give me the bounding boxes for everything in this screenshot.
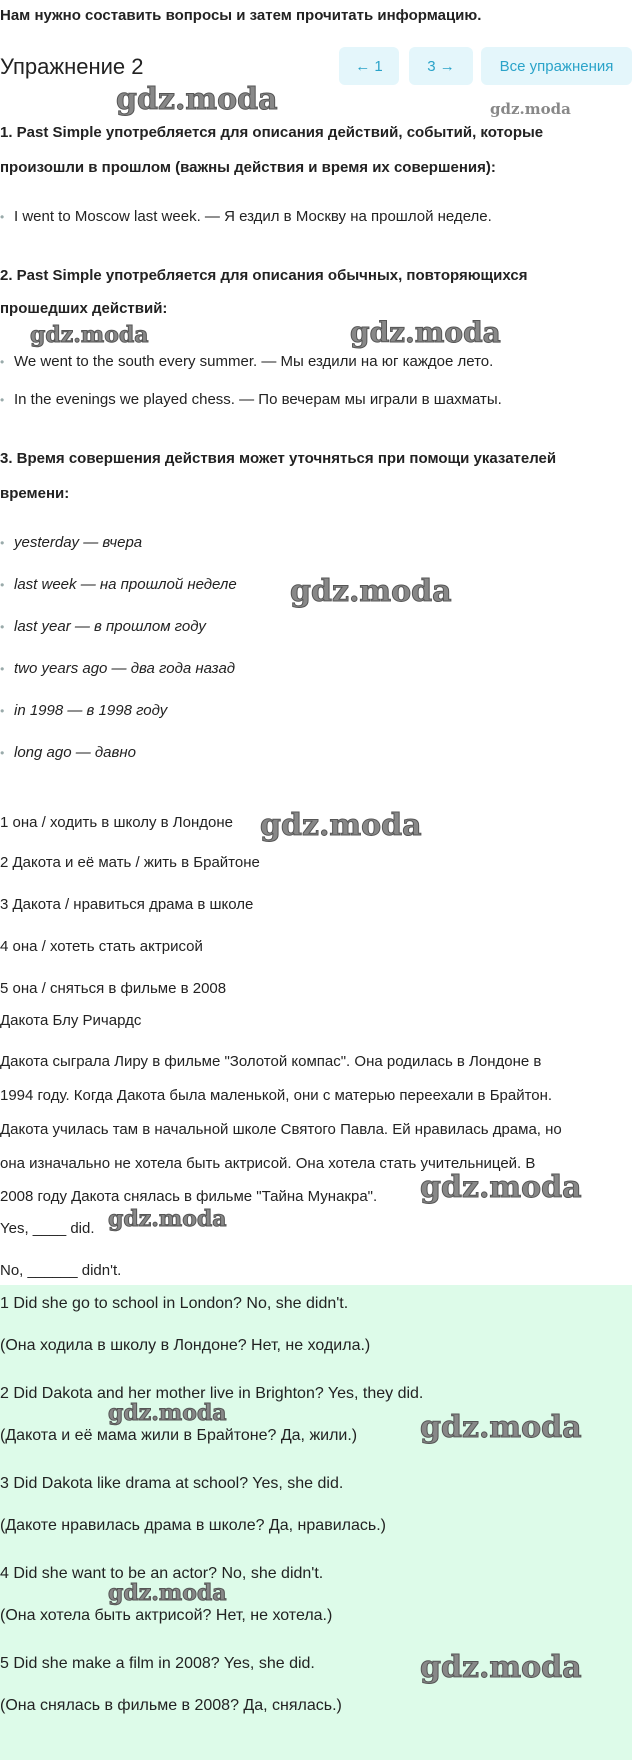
example-item: • I went to Moscow last week. — Я ездил в Москву на прошлой неделе.: [14, 207, 492, 227]
watermark: gdz.moda: [420, 1650, 582, 1685]
answer-translation: (Дакота и её мама жили в Брайтоне? Да, жили.): [0, 1427, 358, 1444]
prompt-item: 1 она / ходить в школу в Лондоне: [0, 814, 233, 831]
answer-line: 3 Did Dakota like drama at school? Yes, she did.: [0, 1475, 344, 1492]
next-exercise-button[interactable]: 3 →: [409, 47, 473, 85]
rule-3-line-2: времени:: [0, 485, 70, 502]
answer-line: 5 Did she make a film in 2008? Yes, she did.: [0, 1655, 315, 1672]
example-item: • long ago — давно: [14, 743, 136, 763]
story-line: Дакота училась там в начальной школе Святого Павла. Ей нравилась драма, но: [0, 1121, 562, 1138]
prev-exercise-button[interactable]: ← 1: [339, 47, 399, 85]
example-item: • last year — в прошлом году: [14, 617, 206, 637]
answer-line: 2 Did Dakota and her mother live in Brighton? Yes, they did.: [0, 1385, 424, 1402]
watermark: gdz.moda: [108, 1206, 227, 1232]
watermark: gdz.moda: [108, 1400, 227, 1426]
answer-translation: (Она хотела быть актрисой? Нет, не хотела.): [0, 1607, 333, 1624]
watermark: gdz.moda: [490, 100, 571, 118]
story-line: 1994 году. Когда Дакота была маленькой, они с матерью переехали в Брайтон.: [0, 1087, 553, 1104]
watermark: gdz.moda: [420, 1170, 582, 1205]
example-item: • yesterday — вчера: [14, 533, 142, 553]
intro-text: Нам нужно составить вопросы и затем прочитать информацию.: [0, 7, 482, 24]
answer-line: 1 Did she go to school in London? No, she didn't.: [0, 1295, 349, 1312]
story-line: Дакота сыграла Лиру в фильме "Золотой компас". Она родилась в Лондоне в: [0, 1053, 542, 1070]
answer-translation: (Она снялась в фильме в 2008? Да, снялась.): [0, 1697, 342, 1714]
prompt-item: 2 Дакота и её мать / жить в Брайтоне: [0, 854, 260, 871]
prompt-item: 4 она / хотеть стать актрисой: [0, 938, 203, 955]
example-item: • In the evenings we played chess. — По вечерам мы играли в шахматы.: [14, 390, 502, 410]
prompt-item: 3 Дакота / нравиться драма в школе: [0, 896, 254, 913]
all-exercises-button[interactable]: Все упражнения: [481, 47, 632, 85]
example-item: • We went to the south every summer. — Мы ездили на юг каждое лето.: [14, 352, 493, 372]
watermark: gdz.moda: [260, 808, 422, 843]
story-line: 2008 году Дакота снялась в фильме "Тайна Мунакра".: [0, 1188, 378, 1205]
answer-translation: (Дакоте нравилась драма в школе? Да, нравилась.): [0, 1517, 386, 1534]
answer-line: 4 Did she want to be an actor? No, she didn't.: [0, 1565, 324, 1582]
short-answer-no: No, ______ didn't.: [0, 1262, 122, 1279]
answer-translation: (Она ходила в школу в Лондоне? Нет, не ходила.): [0, 1337, 371, 1354]
watermark: gdz.moda: [350, 316, 501, 349]
rule-1-line-1: 1. Past Simple употребляется для описания действий, событий, которые: [0, 124, 544, 141]
example-item: • last week — на прошлой неделе: [14, 575, 237, 595]
watermark: gdz.moda: [116, 82, 278, 117]
page-title: Упражнение 2: [0, 54, 144, 79]
prompt-item: 5 она / сняться в фильме в 2008: [0, 980, 227, 997]
watermark: gdz.moda: [108, 1580, 227, 1606]
watermark: gdz.moda: [420, 1410, 582, 1445]
example-item: • two years ago — два года назад: [14, 659, 235, 679]
rule-3-line-1: 3. Время совершения действия может уточняться при помощи указателей: [0, 450, 557, 467]
story-line: она изначально не хотела быть актрисой. Она хотела стать учительницей. В: [0, 1155, 536, 1172]
rule-2-line-2: прошедших действий:: [0, 300, 168, 317]
watermark: gdz.moda: [30, 322, 149, 348]
rule-1-line-2: произошли в прошлом (важны действия и время их совершения):: [0, 159, 496, 176]
watermark: gdz.moda: [290, 574, 452, 609]
story-title: Дакота Блу Ричардс: [0, 1012, 142, 1029]
example-item: • in 1998 — в 1998 году: [14, 701, 167, 721]
rule-2-line-1: 2. Past Simple употребляется для описания обычных, повторяющихся: [0, 267, 528, 284]
short-answer-yes: Yes, ____ did.: [0, 1220, 95, 1237]
